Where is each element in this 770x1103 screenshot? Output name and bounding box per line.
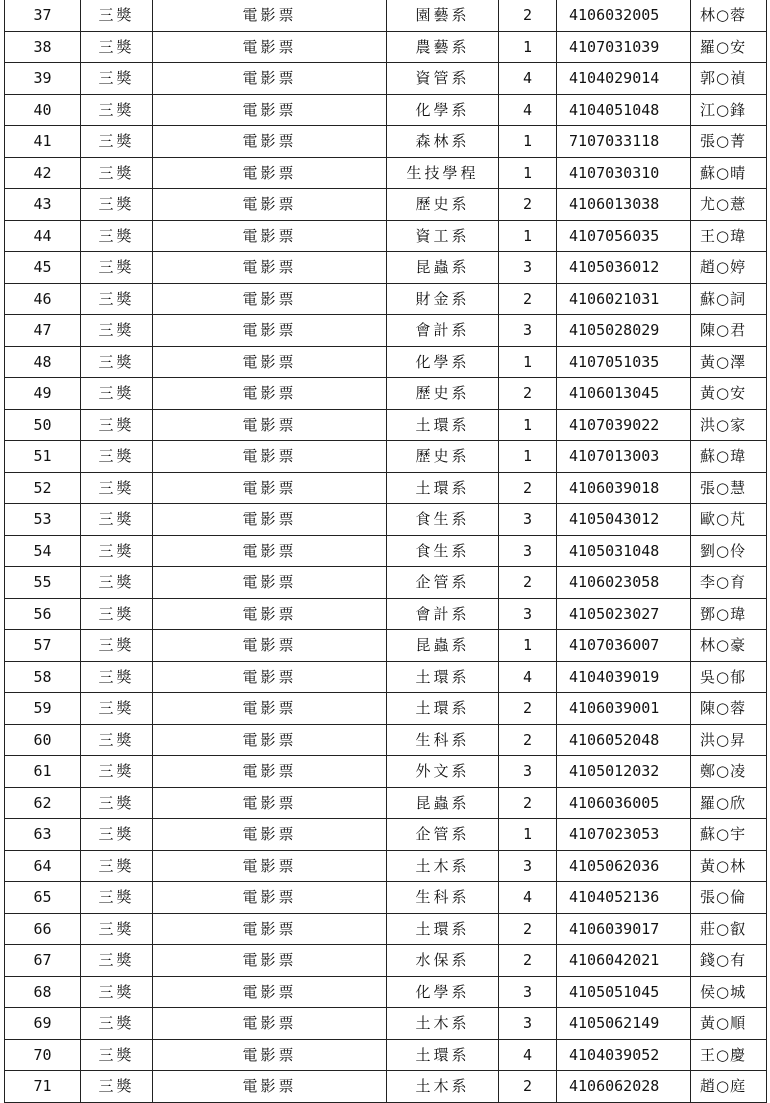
award-cell: 三獎 — [81, 441, 153, 473]
student-id-cell: 4107039022 — [557, 409, 691, 441]
student-id-cell: 4106021031 — [557, 283, 691, 315]
grade-cell: 1 — [499, 630, 557, 662]
award-cell: 三獎 — [81, 598, 153, 630]
student-id-cell: 4105043012 — [557, 504, 691, 536]
prize-cell: 電影票 — [153, 472, 387, 504]
student-name-cell: 莊○叡 — [691, 913, 767, 945]
award-cell: 三獎 — [81, 378, 153, 410]
student-id-cell: 4107036007 — [557, 630, 691, 662]
grade-cell: 3 — [499, 756, 557, 788]
grade-cell: 1 — [499, 346, 557, 378]
student-id-cell: 4106013045 — [557, 378, 691, 410]
table-row — [5, 1008, 767, 1040]
department-cell: 歷史系 — [387, 378, 499, 410]
student-id-cell: 4105028029 — [557, 315, 691, 347]
prize-cell: 電影票 — [153, 598, 387, 630]
student-name-cell: 張○菁 — [691, 126, 767, 158]
table-row — [5, 94, 767, 126]
table-row — [5, 409, 767, 441]
department-cell: 土木系 — [387, 1008, 499, 1040]
grade-cell: 3 — [499, 504, 557, 536]
award-cell: 三獎 — [81, 472, 153, 504]
award-cell: 三獎 — [81, 220, 153, 252]
student-id-cell: 4107056035 — [557, 220, 691, 252]
prize-cell: 電影票 — [153, 724, 387, 756]
student-name-cell: 尤○薏 — [691, 189, 767, 221]
award-cell: 三獎 — [81, 252, 153, 284]
department-cell: 昆蟲系 — [387, 787, 499, 819]
table-row — [5, 567, 767, 599]
student-id-cell: 4106023058 — [557, 567, 691, 599]
award-cell: 三獎 — [81, 567, 153, 599]
student-name-cell: 林○豪 — [691, 630, 767, 662]
department-cell: 生科系 — [387, 724, 499, 756]
student-name-cell: 蘇○晴 — [691, 157, 767, 189]
prize-cell: 電影票 — [153, 1008, 387, 1040]
grade-cell: 4 — [499, 94, 557, 126]
department-cell: 財金系 — [387, 283, 499, 315]
grade-cell: 2 — [499, 0, 557, 31]
grade-cell: 1 — [499, 126, 557, 158]
student-name-cell: 洪○昇 — [691, 724, 767, 756]
prize-cell: 電影票 — [153, 567, 387, 599]
award-cell: 三獎 — [81, 630, 153, 662]
prize-cell: 電影票 — [153, 945, 387, 977]
grade-cell: 2 — [499, 567, 557, 599]
department-cell: 歷史系 — [387, 441, 499, 473]
table-row — [5, 1039, 767, 1071]
student-id-cell: 4105051045 — [557, 976, 691, 1008]
prize-cell: 電影票 — [153, 819, 387, 851]
student-name-cell: 林○蓉 — [691, 0, 767, 31]
student-name-cell: 黃○安 — [691, 378, 767, 410]
student-name-cell: 黃○林 — [691, 850, 767, 882]
student-name-cell: 黃○順 — [691, 1008, 767, 1040]
award-cell: 三獎 — [81, 1071, 153, 1103]
table-row — [5, 157, 767, 189]
department-cell: 昆蟲系 — [387, 630, 499, 662]
prize-cell: 電影票 — [153, 535, 387, 567]
prize-cell: 電影票 — [153, 1039, 387, 1071]
student-name-cell: 黃○澤 — [691, 346, 767, 378]
award-cell: 三獎 — [81, 63, 153, 95]
prize-cell: 電影票 — [153, 378, 387, 410]
table-row — [5, 252, 767, 284]
student-id-cell: 4104039019 — [557, 661, 691, 693]
student-id-cell: 4106052048 — [557, 724, 691, 756]
student-name-cell: 歐○芃 — [691, 504, 767, 536]
award-cell: 三獎 — [81, 346, 153, 378]
award-cell: 三獎 — [81, 504, 153, 536]
prize-cell: 電影票 — [153, 756, 387, 788]
row-number-cell: 56 — [5, 598, 81, 630]
grade-cell: 3 — [499, 1008, 557, 1040]
department-cell: 歷史系 — [387, 189, 499, 221]
department-cell: 外文系 — [387, 756, 499, 788]
department-cell: 土環系 — [387, 661, 499, 693]
table-row — [5, 346, 767, 378]
prize-cell: 電影票 — [153, 693, 387, 725]
award-cell: 三獎 — [81, 126, 153, 158]
grade-cell: 1 — [499, 220, 557, 252]
department-cell: 土環系 — [387, 1039, 499, 1071]
department-cell: 土環系 — [387, 409, 499, 441]
table-row — [5, 787, 767, 819]
department-cell: 資管系 — [387, 63, 499, 95]
winners-table-body — [5, 0, 767, 1102]
grade-cell: 3 — [499, 598, 557, 630]
prize-cell: 電影票 — [153, 346, 387, 378]
award-cell: 三獎 — [81, 157, 153, 189]
grade-cell: 1 — [499, 819, 557, 851]
table-row — [5, 976, 767, 1008]
grade-cell: 2 — [499, 693, 557, 725]
grade-cell: 2 — [499, 283, 557, 315]
department-cell: 企管系 — [387, 567, 499, 599]
student-name-cell: 鄧○瑋 — [691, 598, 767, 630]
grade-cell: 3 — [499, 535, 557, 567]
row-number-cell: 58 — [5, 661, 81, 693]
row-number-cell: 54 — [5, 535, 81, 567]
student-name-cell: 張○倫 — [691, 882, 767, 914]
student-id-cell: 4104039052 — [557, 1039, 691, 1071]
grade-cell: 2 — [499, 945, 557, 977]
row-number-cell: 63 — [5, 819, 81, 851]
table-row — [5, 441, 767, 473]
department-cell: 生科系 — [387, 882, 499, 914]
row-number-cell: 39 — [5, 63, 81, 95]
prize-cell: 電影票 — [153, 157, 387, 189]
row-number-cell: 61 — [5, 756, 81, 788]
prize-cell: 電影票 — [153, 31, 387, 63]
grade-cell: 2 — [499, 913, 557, 945]
grade-cell: 1 — [499, 409, 557, 441]
grade-cell: 2 — [499, 189, 557, 221]
table-row — [5, 693, 767, 725]
table-row — [5, 63, 767, 95]
department-cell: 農藝系 — [387, 31, 499, 63]
student-name-cell: 李○育 — [691, 567, 767, 599]
row-number-cell: 37 — [5, 0, 81, 31]
row-number-cell: 55 — [5, 567, 81, 599]
student-name-cell: 羅○安 — [691, 31, 767, 63]
student-name-cell: 王○瑋 — [691, 220, 767, 252]
student-id-cell: 4106032005 — [557, 0, 691, 31]
table-row — [5, 189, 767, 221]
student-id-cell: 4106036005 — [557, 787, 691, 819]
prize-cell: 電影票 — [153, 913, 387, 945]
student-id-cell: 4105012032 — [557, 756, 691, 788]
student-id-cell: 4106039017 — [557, 913, 691, 945]
winners-table — [4, 0, 767, 1103]
student-name-cell: 張○慧 — [691, 472, 767, 504]
grade-cell: 4 — [499, 882, 557, 914]
grade-cell: 3 — [499, 850, 557, 882]
award-cell: 三獎 — [81, 850, 153, 882]
award-cell: 三獎 — [81, 819, 153, 851]
table-row — [5, 819, 767, 851]
department-cell: 水保系 — [387, 945, 499, 977]
table-row — [5, 378, 767, 410]
student-name-cell: 蘇○詞 — [691, 283, 767, 315]
student-name-cell: 洪○家 — [691, 409, 767, 441]
student-id-cell: 4105023027 — [557, 598, 691, 630]
prize-cell: 電影票 — [153, 126, 387, 158]
grade-cell: 3 — [499, 315, 557, 347]
department-cell: 資工系 — [387, 220, 499, 252]
table-row — [5, 1071, 767, 1103]
prize-cell: 電影票 — [153, 1071, 387, 1103]
prize-cell: 電影票 — [153, 787, 387, 819]
student-name-cell: 趙○婷 — [691, 252, 767, 284]
student-name-cell: 蘇○宇 — [691, 819, 767, 851]
grade-cell: 1 — [499, 441, 557, 473]
prize-cell: 電影票 — [153, 976, 387, 1008]
row-number-cell: 48 — [5, 346, 81, 378]
award-cell: 三獎 — [81, 913, 153, 945]
row-number-cell: 43 — [5, 189, 81, 221]
prize-cell: 電影票 — [153, 220, 387, 252]
department-cell: 園藝系 — [387, 0, 499, 31]
department-cell: 食生系 — [387, 535, 499, 567]
student-id-cell: 4104052136 — [557, 882, 691, 914]
row-number-cell: 71 — [5, 1071, 81, 1103]
student-id-cell: 7107033118 — [557, 126, 691, 158]
grade-cell: 2 — [499, 1071, 557, 1103]
student-id-cell: 4105062149 — [557, 1008, 691, 1040]
award-cell: 三獎 — [81, 535, 153, 567]
award-cell: 三獎 — [81, 0, 153, 31]
prize-cell: 電影票 — [153, 409, 387, 441]
department-cell: 會計系 — [387, 315, 499, 347]
award-cell: 三獎 — [81, 945, 153, 977]
department-cell: 企管系 — [387, 819, 499, 851]
table-row — [5, 0, 767, 31]
row-number-cell: 65 — [5, 882, 81, 914]
table-row — [5, 945, 767, 977]
table-row — [5, 220, 767, 252]
student-id-cell: 4107030310 — [557, 157, 691, 189]
student-id-cell: 4105036012 — [557, 252, 691, 284]
department-cell: 土木系 — [387, 850, 499, 882]
department-cell: 土環系 — [387, 472, 499, 504]
row-number-cell: 47 — [5, 315, 81, 347]
prize-cell: 電影票 — [153, 441, 387, 473]
student-name-cell: 郭○禎 — [691, 63, 767, 95]
student-name-cell: 錢○有 — [691, 945, 767, 977]
grade-cell: 1 — [499, 31, 557, 63]
row-number-cell: 62 — [5, 787, 81, 819]
prize-cell: 電影票 — [153, 630, 387, 662]
student-id-cell: 4105031048 — [557, 535, 691, 567]
student-name-cell: 趙○庭 — [691, 1071, 767, 1103]
prize-cell: 電影票 — [153, 94, 387, 126]
table-row — [5, 283, 767, 315]
department-cell: 化學系 — [387, 976, 499, 1008]
row-number-cell: 64 — [5, 850, 81, 882]
row-number-cell: 57 — [5, 630, 81, 662]
prize-cell: 電影票 — [153, 0, 387, 31]
grade-cell: 2 — [499, 724, 557, 756]
grade-cell: 4 — [499, 1039, 557, 1071]
grade-cell: 2 — [499, 378, 557, 410]
row-number-cell: 44 — [5, 220, 81, 252]
student-id-cell: 4107031039 — [557, 31, 691, 63]
award-cell: 三獎 — [81, 693, 153, 725]
grade-cell: 1 — [499, 157, 557, 189]
row-number-cell: 70 — [5, 1039, 81, 1071]
student-id-cell: 4107023053 — [557, 819, 691, 851]
row-number-cell: 69 — [5, 1008, 81, 1040]
award-cell: 三獎 — [81, 409, 153, 441]
table-row — [5, 630, 767, 662]
student-id-cell: 4107013003 — [557, 441, 691, 473]
row-number-cell: 46 — [5, 283, 81, 315]
row-number-cell: 45 — [5, 252, 81, 284]
department-cell: 昆蟲系 — [387, 252, 499, 284]
award-cell: 三獎 — [81, 976, 153, 1008]
award-cell: 三獎 — [81, 31, 153, 63]
grade-cell: 2 — [499, 787, 557, 819]
student-name-cell: 侯○城 — [691, 976, 767, 1008]
department-cell: 土木系 — [387, 1071, 499, 1103]
table-row — [5, 535, 767, 567]
department-cell: 土環系 — [387, 693, 499, 725]
table-row — [5, 504, 767, 536]
prize-cell: 電影票 — [153, 850, 387, 882]
row-number-cell: 52 — [5, 472, 81, 504]
table-row — [5, 661, 767, 693]
prize-cell: 電影票 — [153, 661, 387, 693]
row-number-cell: 66 — [5, 913, 81, 945]
department-cell: 化學系 — [387, 346, 499, 378]
award-cell: 三獎 — [81, 756, 153, 788]
row-number-cell: 40 — [5, 94, 81, 126]
student-id-cell: 4106013038 — [557, 189, 691, 221]
student-id-cell: 4104051048 — [557, 94, 691, 126]
award-cell: 三獎 — [81, 94, 153, 126]
student-id-cell: 4106042021 — [557, 945, 691, 977]
award-cell: 三獎 — [81, 661, 153, 693]
prize-cell: 電影票 — [153, 283, 387, 315]
row-number-cell: 38 — [5, 31, 81, 63]
student-id-cell: 4106039001 — [557, 693, 691, 725]
department-cell: 土環系 — [387, 913, 499, 945]
grade-cell: 4 — [499, 63, 557, 95]
table-row — [5, 126, 767, 158]
student-name-cell: 鄭○凌 — [691, 756, 767, 788]
student-name-cell: 吳○郁 — [691, 661, 767, 693]
row-number-cell: 67 — [5, 945, 81, 977]
row-number-cell: 41 — [5, 126, 81, 158]
department-cell: 化學系 — [387, 94, 499, 126]
award-cell: 三獎 — [81, 787, 153, 819]
department-cell: 生技學程 — [387, 157, 499, 189]
award-cell: 三獎 — [81, 1008, 153, 1040]
grade-cell: 2 — [499, 472, 557, 504]
student-name-cell: 王○慶 — [691, 1039, 767, 1071]
row-number-cell: 59 — [5, 693, 81, 725]
row-number-cell: 50 — [5, 409, 81, 441]
table-row — [5, 31, 767, 63]
award-cell: 三獎 — [81, 315, 153, 347]
table-row — [5, 882, 767, 914]
row-number-cell: 60 — [5, 724, 81, 756]
student-name-cell: 陳○蓉 — [691, 693, 767, 725]
prize-cell: 電影票 — [153, 189, 387, 221]
student-id-cell: 4106062028 — [557, 1071, 691, 1103]
prize-cell: 電影票 — [153, 504, 387, 536]
award-cell: 三獎 — [81, 724, 153, 756]
student-id-cell: 4105062036 — [557, 850, 691, 882]
student-name-cell: 陳○君 — [691, 315, 767, 347]
grade-cell: 3 — [499, 252, 557, 284]
grade-cell: 3 — [499, 976, 557, 1008]
student-name-cell: 江○鋒 — [691, 94, 767, 126]
row-number-cell: 42 — [5, 157, 81, 189]
table-row — [5, 315, 767, 347]
award-cell: 三獎 — [81, 189, 153, 221]
row-number-cell: 49 — [5, 378, 81, 410]
award-cell: 三獎 — [81, 1039, 153, 1071]
student-name-cell: 蘇○瑋 — [691, 441, 767, 473]
student-id-cell: 4107051035 — [557, 346, 691, 378]
row-number-cell: 51 — [5, 441, 81, 473]
award-cell: 三獎 — [81, 283, 153, 315]
department-cell: 食生系 — [387, 504, 499, 536]
student-name-cell: 劉○伶 — [691, 535, 767, 567]
table-row — [5, 756, 767, 788]
student-id-cell: 4106039018 — [557, 472, 691, 504]
prize-cell: 電影票 — [153, 252, 387, 284]
table-row — [5, 472, 767, 504]
table-row — [5, 598, 767, 630]
row-number-cell: 53 — [5, 504, 81, 536]
grade-cell: 4 — [499, 661, 557, 693]
student-name-cell: 羅○欣 — [691, 787, 767, 819]
student-id-cell: 4104029014 — [557, 63, 691, 95]
row-number-cell: 68 — [5, 976, 81, 1008]
prize-cell: 電影票 — [153, 882, 387, 914]
department-cell: 森林系 — [387, 126, 499, 158]
table-row — [5, 913, 767, 945]
prize-cell: 電影票 — [153, 63, 387, 95]
table-row — [5, 724, 767, 756]
table-row — [5, 850, 767, 882]
prize-cell: 電影票 — [153, 315, 387, 347]
award-cell: 三獎 — [81, 882, 153, 914]
department-cell: 會計系 — [387, 598, 499, 630]
